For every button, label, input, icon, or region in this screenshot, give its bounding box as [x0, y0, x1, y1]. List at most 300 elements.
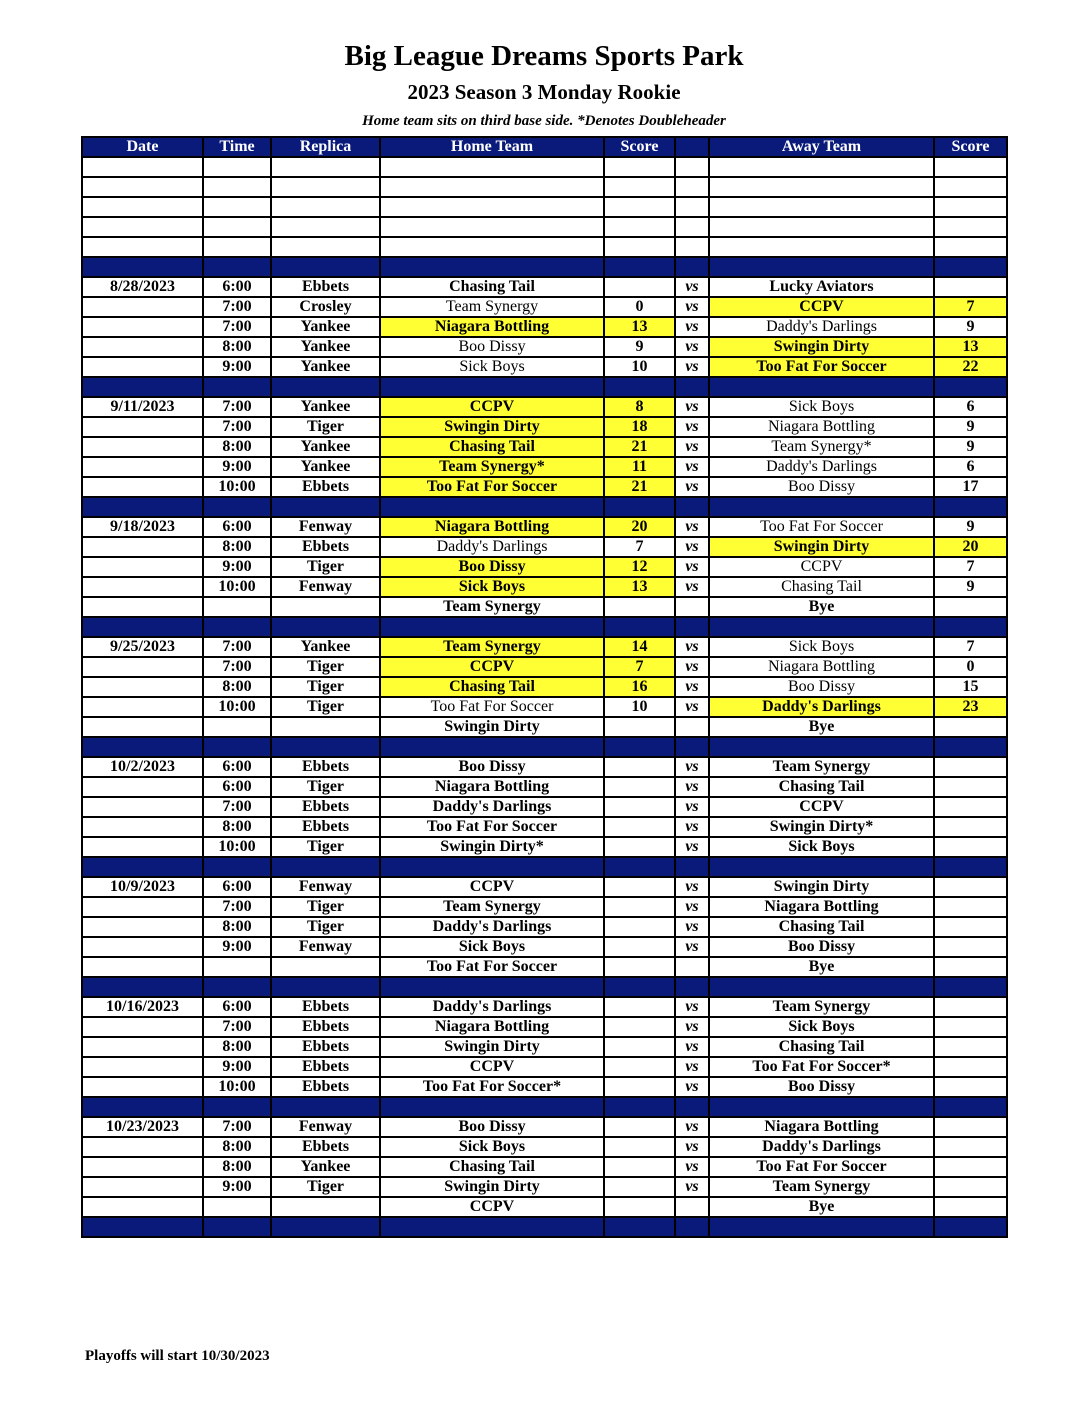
empty-row	[82, 237, 1007, 257]
home-team-cell: Sick Boys	[380, 357, 604, 377]
replica-cell: Tiger	[271, 557, 380, 577]
home-score-cell: 10	[604, 357, 675, 377]
home-team-cell: Swingin Dirty	[380, 1037, 604, 1057]
replica-cell: Ebbets	[271, 1037, 380, 1057]
time-cell: 7:00	[203, 317, 271, 337]
vs-cell	[675, 717, 709, 737]
week-separator	[82, 377, 1007, 397]
game-row	[82, 677, 1007, 697]
game-row	[82, 877, 1007, 897]
vs-cell: vs	[675, 917, 709, 937]
replica-cell: Fenway	[271, 877, 380, 897]
home-team-cell: Daddy's Darlings	[380, 997, 604, 1017]
away-score-cell	[934, 1017, 1007, 1037]
away-score-cell: 9	[934, 437, 1007, 457]
away-score-cell: 7	[934, 637, 1007, 657]
replica-cell: Yankee	[271, 397, 380, 417]
home-team-cell: CCPV	[380, 657, 604, 677]
home-team-cell: Too Fat For Soccer	[380, 957, 604, 977]
vs-cell: vs	[675, 277, 709, 297]
home-score-cell	[604, 1197, 675, 1217]
date-cell	[82, 937, 203, 957]
replica-cell: Tiger	[271, 917, 380, 937]
away-score-cell: 9	[934, 317, 1007, 337]
vs-cell: vs	[675, 1017, 709, 1037]
schedule-body	[82, 157, 1007, 1237]
empty-row	[82, 177, 1007, 197]
home-score-cell: 7	[604, 537, 675, 557]
home-team-cell: Chasing Tail	[380, 437, 604, 457]
time-cell: 10:00	[203, 1077, 271, 1097]
away-team-cell: Niagara Bottling	[709, 657, 934, 677]
replica-cell: Fenway	[271, 937, 380, 957]
away-score-cell	[934, 717, 1007, 737]
replica-cell: Crosley	[271, 297, 380, 317]
away-score-cell: 20	[934, 537, 1007, 557]
home-score-cell	[604, 1037, 675, 1057]
time-cell: 7:00	[203, 637, 271, 657]
vs-cell: vs	[675, 337, 709, 357]
schedule-note: Home team sits on third base side. *Denotes Doubleheader	[362, 113, 726, 129]
replica-cell: Ebbets	[271, 1077, 380, 1097]
vs-cell: vs	[675, 1137, 709, 1157]
away-team-cell: Too Fat For Soccer*	[709, 1057, 934, 1077]
game-row	[82, 557, 1007, 577]
home-score-cell	[604, 1137, 675, 1157]
replica-cell	[271, 717, 380, 737]
replica-cell: Yankee	[271, 1157, 380, 1177]
replica-cell: Ebbets	[271, 477, 380, 497]
home-score-cell	[604, 1057, 675, 1077]
time-cell: 7:00	[203, 297, 271, 317]
away-score-cell	[934, 897, 1007, 917]
replica-cell: Ebbets	[271, 537, 380, 557]
time-cell: 6:00	[203, 997, 271, 1017]
away-score-cell	[934, 997, 1007, 1017]
away-score-cell	[934, 597, 1007, 617]
away-team-cell: Niagara Bottling	[709, 417, 934, 437]
home-team-cell: Sick Boys	[380, 577, 604, 597]
away-score-cell: 0	[934, 657, 1007, 677]
week-separator	[82, 617, 1007, 637]
away-team-cell: Sick Boys	[709, 397, 934, 417]
week-separator	[82, 737, 1007, 757]
game-row	[82, 277, 1007, 297]
home-score-cell	[604, 1117, 675, 1137]
time-cell	[203, 597, 271, 617]
time-cell: 9:00	[203, 937, 271, 957]
date-cell	[82, 777, 203, 797]
time-cell	[203, 1197, 271, 1217]
time-cell: 6:00	[203, 877, 271, 897]
time-cell: 8:00	[203, 1137, 271, 1157]
schedule-table	[81, 136, 1008, 1238]
game-row	[82, 697, 1007, 717]
home-team-cell: Chasing Tail	[380, 1157, 604, 1177]
replica-cell: Tiger	[271, 1177, 380, 1197]
date-cell	[82, 317, 203, 337]
time-cell: 10:00	[203, 697, 271, 717]
week-separator	[82, 857, 1007, 877]
vs-cell: vs	[675, 897, 709, 917]
home-score-cell	[604, 1177, 675, 1197]
away-score-cell: 13	[934, 337, 1007, 357]
away-score-cell	[934, 917, 1007, 937]
empty-row	[82, 217, 1007, 237]
replica-cell: Fenway	[271, 577, 380, 597]
time-cell: 7:00	[203, 657, 271, 677]
home-team-cell: Swingin Dirty	[380, 717, 604, 737]
week-separator	[82, 257, 1007, 277]
game-row	[82, 797, 1007, 817]
page-subtitle: 2023 Season 3 Monday Rookie	[407, 80, 681, 104]
week-separator	[82, 497, 1007, 517]
time-cell: 8:00	[203, 817, 271, 837]
home-score-cell: 9	[604, 337, 675, 357]
time-cell: 7:00	[203, 1017, 271, 1037]
home-team-cell: Team Synergy*	[380, 457, 604, 477]
replica-cell	[271, 957, 380, 977]
away-team-cell: Lucky Aviators	[709, 277, 934, 297]
away-score-cell	[934, 1057, 1007, 1077]
replica-cell: Yankee	[271, 337, 380, 357]
replica-cell: Ebbets	[271, 1017, 380, 1037]
away-team-cell: CCPV	[709, 557, 934, 577]
home-team-cell: Niagara Bottling	[380, 517, 604, 537]
time-cell: 6:00	[203, 277, 271, 297]
vs-cell: vs	[675, 637, 709, 657]
away-team-cell: Too Fat For Soccer	[709, 357, 934, 377]
playoffs-note: Playoffs will start 10/30/2023	[85, 1348, 270, 1364]
game-row	[82, 777, 1007, 797]
replica-cell: Ebbets	[271, 817, 380, 837]
date-cell	[82, 1057, 203, 1077]
empty-row	[82, 157, 1007, 177]
date-cell	[82, 717, 203, 737]
time-cell: 8:00	[203, 1037, 271, 1057]
vs-cell	[675, 957, 709, 977]
time-cell: 9:00	[203, 1177, 271, 1197]
away-score-cell	[934, 957, 1007, 977]
game-row	[82, 397, 1007, 417]
date-cell	[82, 917, 203, 937]
time-cell: 8:00	[203, 537, 271, 557]
date-cell	[82, 817, 203, 837]
time-cell: 8:00	[203, 677, 271, 697]
time-cell: 7:00	[203, 897, 271, 917]
home-score-cell	[604, 757, 675, 777]
date-cell: 10/23/2023	[82, 1117, 203, 1137]
away-team-cell: Daddy's Darlings	[709, 1137, 934, 1157]
home-score-cell	[604, 937, 675, 957]
date-cell	[82, 1157, 203, 1177]
date-cell	[82, 417, 203, 437]
vs-cell: vs	[675, 677, 709, 697]
date-cell	[82, 797, 203, 817]
vs-cell: vs	[675, 1177, 709, 1197]
game-row	[82, 1057, 1007, 1077]
game-row	[82, 1077, 1007, 1097]
date-cell	[82, 437, 203, 457]
date-cell: 8/28/2023	[82, 277, 203, 297]
time-cell: 6:00	[203, 757, 271, 777]
away-team-cell: Sick Boys	[709, 837, 934, 857]
home-score-cell	[604, 1157, 675, 1177]
vs-cell: vs	[675, 437, 709, 457]
home-score-cell: 11	[604, 457, 675, 477]
away-team-cell: Sick Boys	[709, 637, 934, 657]
away-team-cell: Niagara Bottling	[709, 897, 934, 917]
home-team-cell: Sick Boys	[380, 1137, 604, 1157]
time-cell: 6:00	[203, 517, 271, 537]
away-team-cell: Swingin Dirty*	[709, 817, 934, 837]
home-team-cell: Team Synergy	[380, 897, 604, 917]
time-cell: 10:00	[203, 577, 271, 597]
away-score-cell	[934, 877, 1007, 897]
replica-cell: Ebbets	[271, 997, 380, 1017]
away-team-cell: Bye	[709, 1197, 934, 1217]
date-cell	[82, 1177, 203, 1197]
replica-cell: Tiger	[271, 677, 380, 697]
game-row	[82, 477, 1007, 497]
vs-cell: vs	[675, 577, 709, 597]
replica-cell: Yankee	[271, 317, 380, 337]
game-row	[82, 717, 1007, 737]
replica-cell: Yankee	[271, 637, 380, 657]
date-cell	[82, 1137, 203, 1157]
away-score-cell	[934, 277, 1007, 297]
away-score-cell	[934, 1157, 1007, 1177]
away-score-cell	[934, 1037, 1007, 1057]
date-cell	[82, 837, 203, 857]
game-row	[82, 917, 1007, 937]
home-team-cell: Sick Boys	[380, 937, 604, 957]
col-vs	[675, 137, 709, 157]
home-team-cell: Niagara Bottling	[380, 317, 604, 337]
game-row	[82, 657, 1007, 677]
vs-cell: vs	[675, 657, 709, 677]
away-team-cell: Too Fat For Soccer	[709, 1157, 934, 1177]
replica-cell: Ebbets	[271, 797, 380, 817]
game-row	[82, 757, 1007, 777]
home-team-cell: Too Fat For Soccer*	[380, 1077, 604, 1097]
vs-cell: vs	[675, 517, 709, 537]
page-title: Big League Dreams Sports Park	[344, 40, 744, 72]
away-team-cell: Chasing Tail	[709, 577, 934, 597]
time-cell: 8:00	[203, 917, 271, 937]
time-cell: 7:00	[203, 797, 271, 817]
away-score-cell: 7	[934, 297, 1007, 317]
game-row	[82, 1197, 1007, 1217]
game-row	[82, 937, 1007, 957]
away-team-cell: Team Synergy	[709, 997, 934, 1017]
vs-cell: vs	[675, 1157, 709, 1177]
replica-cell: Tiger	[271, 697, 380, 717]
replica-cell: Yankee	[271, 457, 380, 477]
date-cell	[82, 1037, 203, 1057]
home-score-cell	[604, 597, 675, 617]
home-score-cell	[604, 877, 675, 897]
date-cell	[82, 577, 203, 597]
game-row	[82, 1017, 1007, 1037]
date-cell: 10/2/2023	[82, 757, 203, 777]
home-score-cell	[604, 997, 675, 1017]
empty-row	[82, 197, 1007, 217]
game-row	[82, 1117, 1007, 1137]
date-cell	[82, 477, 203, 497]
vs-cell: vs	[675, 837, 709, 857]
away-team-cell: Daddy's Darlings	[709, 697, 934, 717]
away-score-cell	[934, 837, 1007, 857]
home-team-cell: Boo Dissy	[380, 337, 604, 357]
vs-cell: vs	[675, 697, 709, 717]
time-cell: 9:00	[203, 1057, 271, 1077]
week-separator	[82, 977, 1007, 997]
away-team-cell: Chasing Tail	[709, 777, 934, 797]
vs-cell: vs	[675, 317, 709, 337]
game-row	[82, 897, 1007, 917]
home-score-cell	[604, 897, 675, 917]
away-team-cell: Sick Boys	[709, 1017, 934, 1037]
home-score-cell: 16	[604, 677, 675, 697]
time-cell: 9:00	[203, 457, 271, 477]
away-team-cell: Boo Dissy	[709, 477, 934, 497]
replica-cell: Ebbets	[271, 1057, 380, 1077]
away-score-cell	[934, 1117, 1007, 1137]
date-cell	[82, 537, 203, 557]
vs-cell: vs	[675, 297, 709, 317]
vs-cell: vs	[675, 417, 709, 437]
away-score-cell: 9	[934, 417, 1007, 437]
home-team-cell: Team Synergy	[380, 297, 604, 317]
game-row	[82, 817, 1007, 837]
home-team-cell: Chasing Tail	[380, 277, 604, 297]
home-score-cell: 8	[604, 397, 675, 417]
replica-cell	[271, 597, 380, 617]
away-team-cell: Bye	[709, 717, 934, 737]
vs-cell: vs	[675, 817, 709, 837]
home-team-cell: Swingin Dirty	[380, 1177, 604, 1197]
col-replica: Replica	[271, 137, 380, 157]
game-row	[82, 357, 1007, 377]
away-score-cell: 7	[934, 557, 1007, 577]
vs-cell	[675, 1197, 709, 1217]
away-score-cell: 15	[934, 677, 1007, 697]
home-team-cell: Too Fat For Soccer	[380, 477, 604, 497]
away-score-cell	[934, 1137, 1007, 1157]
home-score-cell: 18	[604, 417, 675, 437]
col-home-team: Home Team	[380, 137, 604, 157]
week-separator	[82, 1217, 1007, 1237]
replica-cell: Ebbets	[271, 277, 380, 297]
away-team-cell: Bye	[709, 957, 934, 977]
vs-cell: vs	[675, 777, 709, 797]
col-home-score: Score	[604, 137, 675, 157]
date-cell	[82, 897, 203, 917]
home-score-cell: 13	[604, 317, 675, 337]
game-row	[82, 517, 1007, 537]
home-score-cell: 0	[604, 297, 675, 317]
game-row	[82, 537, 1007, 557]
vs-cell: vs	[675, 997, 709, 1017]
away-team-cell: Swingin Dirty	[709, 537, 934, 557]
home-score-cell	[604, 277, 675, 297]
home-score-cell	[604, 717, 675, 737]
away-score-cell	[934, 1077, 1007, 1097]
home-team-cell: Niagara Bottling	[380, 1017, 604, 1037]
away-score-cell: 9	[934, 577, 1007, 597]
home-team-cell: Swingin Dirty	[380, 417, 604, 437]
home-team-cell: CCPV	[380, 1057, 604, 1077]
date-cell	[82, 677, 203, 697]
home-team-cell: CCPV	[380, 397, 604, 417]
away-score-cell	[934, 1177, 1007, 1197]
game-row	[82, 577, 1007, 597]
vs-cell: vs	[675, 757, 709, 777]
replica-cell: Tiger	[271, 417, 380, 437]
time-cell: 8:00	[203, 337, 271, 357]
home-score-cell	[604, 797, 675, 817]
away-team-cell: Chasing Tail	[709, 1037, 934, 1057]
away-team-cell: CCPV	[709, 297, 934, 317]
game-row	[82, 997, 1007, 1017]
date-cell	[82, 1017, 203, 1037]
game-row	[82, 1177, 1007, 1197]
date-cell: 9/11/2023	[82, 397, 203, 417]
away-team-cell: Bye	[709, 597, 934, 617]
away-score-cell: 17	[934, 477, 1007, 497]
home-score-cell	[604, 1017, 675, 1037]
home-score-cell: 10	[604, 697, 675, 717]
game-row	[82, 297, 1007, 317]
vs-cell: vs	[675, 457, 709, 477]
game-row	[82, 1157, 1007, 1177]
home-team-cell: Team Synergy	[380, 597, 604, 617]
home-team-cell: CCPV	[380, 1197, 604, 1217]
date-cell: 9/25/2023	[82, 637, 203, 657]
away-score-cell: 22	[934, 357, 1007, 377]
vs-cell: vs	[675, 877, 709, 897]
home-team-cell: Team Synergy	[380, 637, 604, 657]
date-cell	[82, 557, 203, 577]
replica-cell: Ebbets	[271, 1137, 380, 1157]
game-row	[82, 417, 1007, 437]
game-row	[82, 1037, 1007, 1057]
time-cell: 8:00	[203, 1157, 271, 1177]
away-team-cell: Daddy's Darlings	[709, 457, 934, 477]
home-team-cell: Too Fat For Soccer	[380, 697, 604, 717]
home-score-cell	[604, 1077, 675, 1097]
home-team-cell: Boo Dissy	[380, 557, 604, 577]
vs-cell: vs	[675, 397, 709, 417]
time-cell: 9:00	[203, 357, 271, 377]
date-cell	[82, 457, 203, 477]
away-team-cell: Team Synergy	[709, 757, 934, 777]
time-cell: 8:00	[203, 437, 271, 457]
game-row	[82, 337, 1007, 357]
replica-cell: Tiger	[271, 657, 380, 677]
col-date: Date	[82, 137, 203, 157]
home-team-cell: Boo Dissy	[380, 1117, 604, 1137]
vs-cell: vs	[675, 357, 709, 377]
date-cell	[82, 697, 203, 717]
vs-cell: vs	[675, 937, 709, 957]
game-row	[82, 957, 1007, 977]
home-team-cell: Boo Dissy	[380, 757, 604, 777]
home-score-cell	[604, 957, 675, 977]
time-cell: 7:00	[203, 417, 271, 437]
vs-cell: vs	[675, 1037, 709, 1057]
